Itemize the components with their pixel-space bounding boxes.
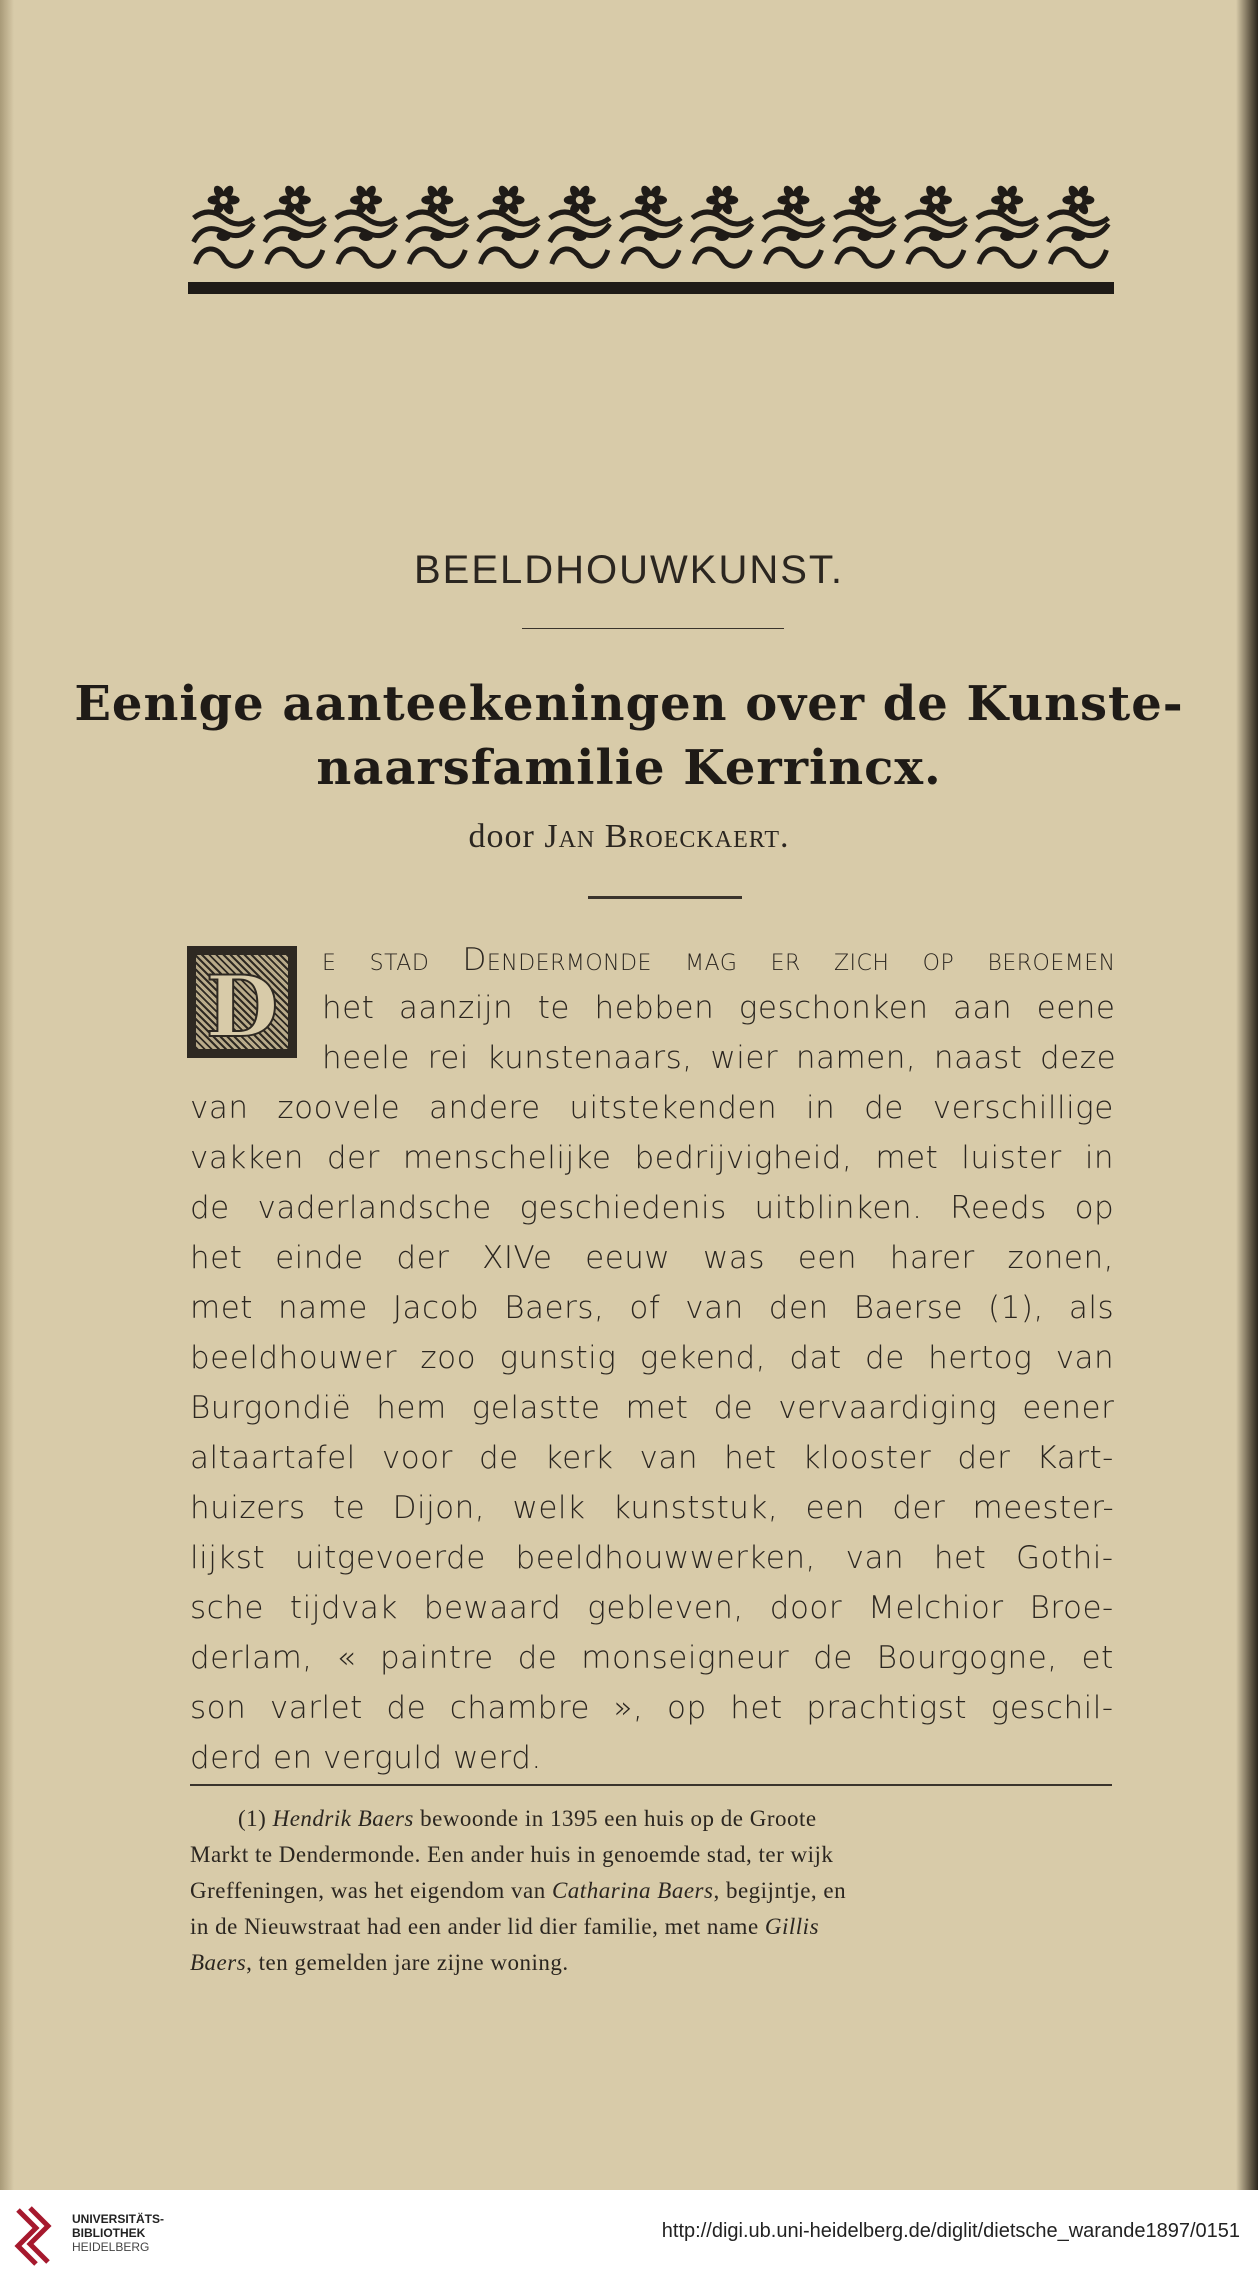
- ornament-flower: [194, 184, 254, 266]
- author-byline: [0, 818, 1258, 856]
- permalink-url[interactable]: http://digi.ub.uni-heidelberg.de/diglit/dietsche_warande1897/0151: [661, 2220, 1240, 2242]
- body-line: van zoovele andere uitstekenden in de verschillige: [190, 1090, 1114, 1126]
- body-line: het einde der XIVe eeuw was een harer zonen,: [190, 1240, 1114, 1276]
- ornament-flower: [692, 184, 752, 266]
- section-heading: BEELDHOUWKUNST.: [413, 548, 845, 592]
- footnote-line: Markt te Dendermonde. Een ander huis in genoemde stad, ter wijk: [190, 1842, 834, 1867]
- library-name-line-2: BIBLIOTHEK: [72, 2226, 146, 2240]
- title-line-1: Eenige aanteekeningen over de Kunste-: [74, 676, 1184, 732]
- ornament-flower: [479, 184, 539, 266]
- footnote-line: Baers, ten gemelden jare zijne woning.: [190, 1950, 569, 1975]
- ornament-flower: [835, 184, 895, 266]
- viewer-footer: [0, 2190, 1258, 2280]
- body-line: de vaderlandsche geschiedenis uitblinken. Reeds op: [190, 1190, 1115, 1226]
- body-line: Burgondië hem gelastte met de vervaardiging eener: [190, 1390, 1115, 1426]
- ornament-flower: [763, 184, 823, 266]
- body-line: derd en verguld werd.: [190, 1740, 542, 1776]
- body-line: sche tijdvak bewaard gebleven, door Melchior Broe-: [190, 1590, 1114, 1626]
- body-line: huizers te Dijon, welk kunststuk, een der meester-: [190, 1490, 1115, 1526]
- footnote-line: in de Nieuwstraat had een ander lid dier familie, met name Gillis: [190, 1914, 820, 1939]
- body-line: beeldhouwer zoo gunstig gekend, dat de hertog van: [190, 1340, 1115, 1376]
- body-line: heele rei kunstenaars, wier namen, naast deze: [322, 1040, 1117, 1076]
- ornament-flower: [265, 184, 325, 266]
- body-line: het aanzijn te hebben geschonken aan eene: [322, 990, 1116, 1026]
- ornament-base-bar: [188, 282, 1114, 294]
- ornament-flower: [977, 184, 1037, 266]
- body-line: son varlet de chambre », op het prachtigst geschil-: [190, 1690, 1114, 1726]
- article-title: [0, 672, 1258, 800]
- author-prefix: door: [468, 818, 545, 855]
- university-library-logo-icon[interactable]: [14, 2204, 60, 2266]
- body-line: altaartafel voor de kerk van het klooster der Kart-: [190, 1440, 1114, 1476]
- decorated-initial: [187, 946, 297, 1058]
- footnote-rule: [190, 1784, 1112, 1786]
- library-name-line-3: HEIDELBERG: [72, 2240, 150, 2254]
- ornament-flower: [1048, 184, 1108, 266]
- heading-divider: [522, 628, 784, 629]
- ornament-flower: [906, 184, 966, 266]
- author-divider: [588, 896, 742, 899]
- library-name-line-1: UNIVERSITÄTS-: [72, 2212, 165, 2226]
- library-name[interactable]: [72, 2212, 164, 2254]
- ornament-flower: [407, 184, 467, 266]
- initial-letter: D: [205, 957, 279, 1056]
- floral-ornament-band: [188, 178, 1114, 296]
- body-line: vakken der menschelijke bedrijvigheid, met luister in: [190, 1140, 1115, 1176]
- ornament-flower: [336, 184, 396, 266]
- title-line-2: naarsfamilie Kerrincx.: [316, 740, 942, 796]
- footnote-line: Greffeningen, was het eigendom van Catharina Baers, begijntje, en: [190, 1878, 847, 1903]
- author-name: Jan Broeckaert.: [544, 818, 790, 855]
- body-line: lijkst uitgevoerde beeldhouwwerken, van het Gothi-: [190, 1540, 1114, 1576]
- body-line: e stad Dendermonde mag er zich op beroemen: [322, 942, 1116, 978]
- ornament-flower: [550, 184, 610, 266]
- footnote-line: (1) Hendrik Baers bewoonde in 1395 een huis op de Groote: [238, 1806, 817, 1831]
- body-line: derlam, « paintre de monseigneur de Bourgogne, et: [190, 1640, 1114, 1676]
- ornament-flower: [621, 184, 681, 266]
- body-line: met name Jacob Baers, of van den Baerse (1), als: [190, 1290, 1115, 1326]
